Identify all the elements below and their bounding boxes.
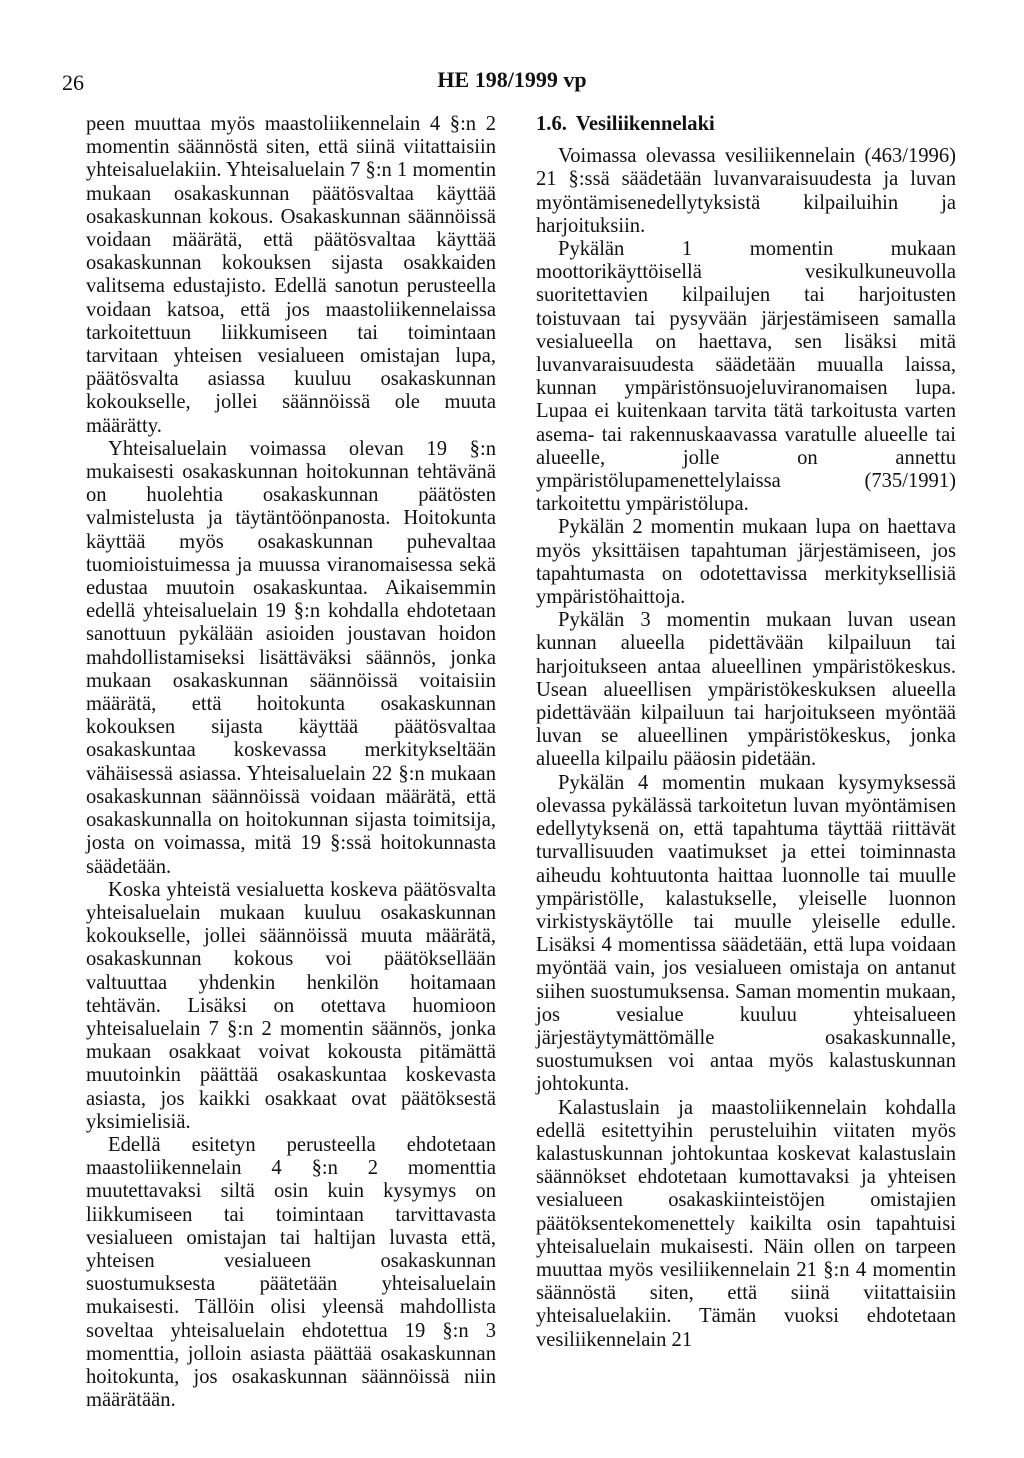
section-heading — [536, 113, 956, 136]
right-column — [536, 113, 956, 1352]
section-title: Vesiliikennelaki — [575, 113, 715, 135]
page-number: 26 — [62, 70, 84, 95]
paragraph: Pykälän 1 momentin mukaan moottorikäyttöisellä vesikulkuneuvolla suoritettavien kilpailujen tai harjoitusten toistuvaan tai pysyvään järjestämiseen samalla vesialueella on haettava, sen lisäksi mitä luvanvaraisuudesta säädetään muualla laissa, kunnan ympäristönsuojeluviranomaisen lupa. Lupaa ei kuitenkaan tarvita tätä tarkoitusta varten asema- tai rakennuskaavassa varatulle alueelle tai alueelle, jolle on annettu ympäristölupamenettelylaissa (735/1991) tarkoitettu ympäristölupa. — [536, 238, 956, 516]
paragraph: Yhteisaluelain voimassa olevan 19 §:n mukaisesti osakaskunnan hoitokunnan tehtävänä on huolehtia osakaskunnan päätösten valmistelusta ja täytäntöönpanosta. Hoitokunta käyttää myös osakaskunnan puhevaltaa tuomioistuimessa ja muussa viranomaisessa sekä edustaa muutoin osakaskuntaa. Aikaisemmin edellä yhteisaluelain 19 §:n kohdalla ehdotetaan sanottuun pykälään asioiden joustavan hoidon mahdollistamiseksi lisättäväksi säännös, jonka mukaan osakaskunnan säännöissä voitaisiin määrätä, että hoitokunta osakaskunnan kokouksen sijasta käyttää päätösvaltaa osakaskuntaa koskevassa merkitykseltään vähäisessä asiassa. Yhteisaluelain 22 §:n mukaan osakaskunnan säännöissä voidaan määrätä, että osakaskunnalla on hoitokunnan sijasta toimitsija, josta on voimassa, mitä 19 §:ssä hoitokunnasta säädetään. — [86, 437, 496, 878]
paragraph: Koska yhteistä vesialuetta koskeva päätösvalta yhteisaluelain mukaan kuuluu osakaskunnan kokoukselle, jollei säännöissä muuta määrätä, osakaskunnan kokous voi päätöksellään valtuuttaa yhdenkin henkilön hoitamaan tehtävän. Lisäksi on otettava huomioon yhteisaluelain 7 §:n 2 momentin säännös, jonka mukaan osakkaat voivat kokousta pitämättä muutoinkin päättää osakaskuntaa koskevasta asiasta, jos kaikki osakkaat ovat päätöksestä yksimielisiä. — [86, 878, 496, 1133]
paragraph: Pykälän 2 momentin mukaan lupa on haettava myös yksittäisen tapahtuman järjestämiseen, jos tapahtumasta on odotettavissa merkityksellisiä ympäristöhaittoja. — [536, 516, 956, 609]
paragraph: Voimassa olevassa vesiliikennelain (463/1996) 21 §:ssä säädetään luvanvaraisuudesta ja luvan myöntämisenedellytyksistä kilpailuihin ja harjoituksiin. — [536, 145, 956, 237]
left-column — [86, 113, 496, 1412]
paragraph: Kalastuslain ja maastoliikennelain kohdalla edellä esitettyihin perusteluihin viitaten myös kalastuskunnan johtokuntaa koskevat kalastuslain säännökset ehdotetaan kumottavaksi ja yhteisen vesialueen osakaskiinteistöjen omistajien päätöksentekomenettely kaikilta osin tapahtuisi yhteisaluelain mukaisesti. Näin ollen on tarpeen muuttaa myös vesiliikennelain 21 §:n 4 momentin säännöstä siten, että siinä viitattaisiin yhteisaluelakiin. Tämän vuoksi ehdotetaan vesiliikennelain 21 — [536, 1096, 956, 1351]
paragraph: Pykälän 3 momentin mukaan luvan usean kunnan alueella pidettävään kilpailuun tai harjoitukseen antaa alueellinen ympäristökeskus. Usean alueellisen ympäristökeskuksen alueella pidettävään kilpailuun tai harjoitukseen myöntää luvan se alueellinen ympäristökeskus, jonka alueella kilpailu pääosin pidetään. — [536, 609, 956, 771]
running-header: HE 198/1999 vp — [437, 67, 587, 92]
paragraph: Pykälän 4 momentin mukaan kysymyksessä olevassa pykälässä tarkoitetun luvan myöntämisen edellytyksenä on, että tapahtuma täyttää riittävät turvallisuuden vaatimukset ja ettei toiminnasta aiheudu kohtuutonta haittaa luonnolle tai muulle ympäristölle, kalastukselle, yleiselle luonnon virkistyskäytölle tai muulle yleiselle edulle. Lisäksi 4 momentissa säädetään, että lupa voidaan myöntää vain, jos vesialueen omistaja on antanut siihen suostumuksensa. Saman momentin mukaan, jos vesialue kuuluu yhteisalueen järjestäytymättömälle osakaskunnalle, suostumuksen voi antaa myös kalastuskunnan johtokunta. — [536, 771, 956, 1096]
paragraph: peen muuttaa myös maastoliikennelain 4 §:n 2 momentin säännöstä siten, että siinä viitattaisiin yhteisaluelakiin. Yhteisaluelain 7 §:n 1 momentin mukaan osakaskunnan päätösvaltaa käyttää osakaskunnan kokous. Osakaskunnan säännöissä voidaan määrätä, että päätösvaltaa käyttää osakaskunnan kokouksen sijasta osakkaiden valitsema edustajisto. Edellä sanotun perusteella voidaan katsoa, että jos maastoliikennelaissa tarkoitettuun liikkumiseen tai toimintaan tarvitaan yhteisen vesialueen omistajan lupa, päätösvalta asiassa kuuluu osakaskunnan kokoukselle, jollei säännöissä ole muuta määrätty. — [86, 113, 496, 437]
section-number: 1.6. — [536, 113, 567, 135]
paragraph: Edellä esitetyn perusteella ehdotetaan maastoliikennelain 4 §:n 2 momenttia muutettavaksi siltä osin kuin kysymys on liikkumiseen tai toimintaan tarvittavasta vesialueen omistajan tai haltijan luvasta että, yhteisen vesialueen osakaskunnan suostumuksesta päätetään yhteisaluelain mukaisesti. Tällöin olisi yleensä mahdollista soveltaa yhteisaluelain ehdotettua 19 §:n 3 momenttia, jolloin asiasta päättää osakaskunnan hoitokunta, jos osakaskunnan säännöissä niin määrätään. — [86, 1133, 496, 1412]
